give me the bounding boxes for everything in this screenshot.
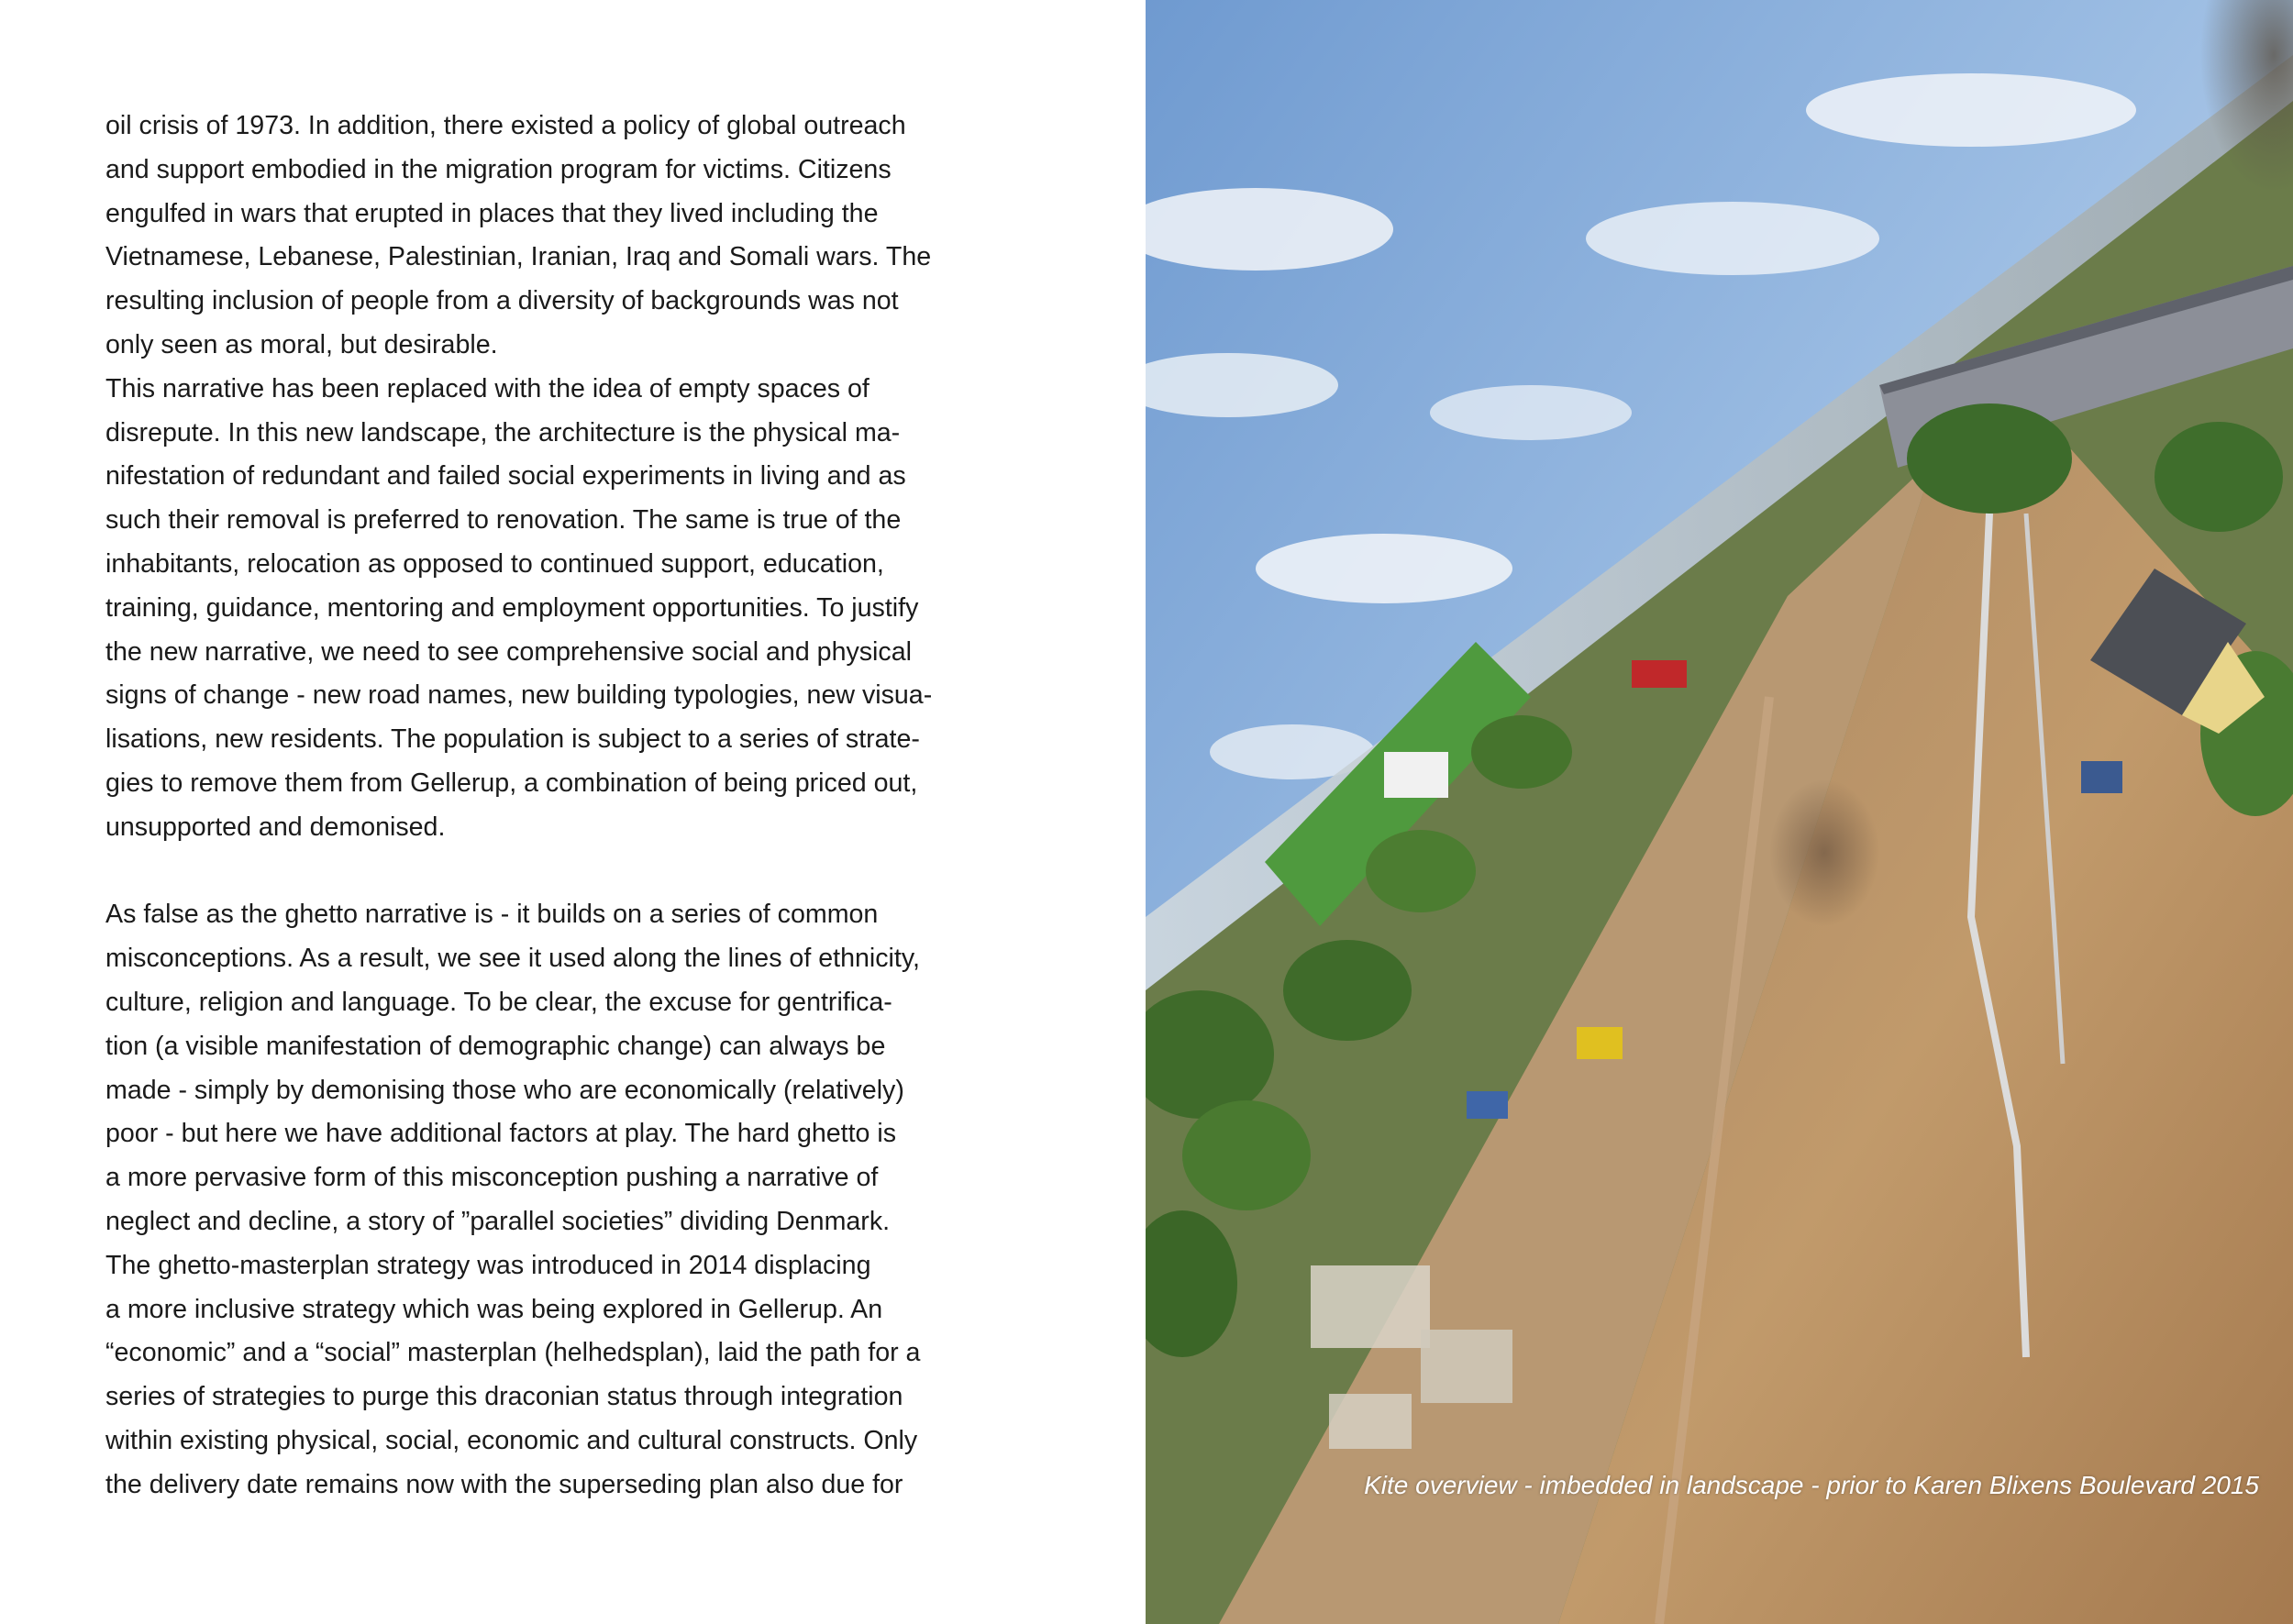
text-line: made - simply by demonising those who are economically (relatively) (105, 1075, 904, 1105)
text-line: misconceptions. As a result, we see it used along the lines of ethnicity, (105, 944, 920, 974)
text-line: neglect and decline, a story of ”parallel societies” dividing Denmark. (105, 1206, 891, 1236)
text-line: Vietnamese, Lebanese, Palestinian, Iranian, Iraq and Somali wars. The (105, 242, 932, 272)
text-line: only seen as moral, but desirable. (105, 329, 498, 359)
text-line: the delivery date remains now with the superseding plan also due for (105, 1469, 903, 1499)
text-line: oil crisis of 1973. In addition, there existed a policy of global outreach (105, 111, 906, 140)
body-text (105, 105, 986, 1508)
text-line: lisations, new residents. The population is subject to a series of strate- (105, 724, 920, 755)
text-line: This narrative has been replaced with the idea of empty spaces of (105, 373, 870, 403)
text-line: inhabitants, relocation as opposed to continued support, education, (105, 548, 884, 579)
text-line: such their removal is preferred to renovation. The same is true of the (105, 505, 902, 536)
text-line: and support embodied in the migration program for victims. Citizens (105, 154, 892, 184)
aerial-photo (1146, 0, 2293, 1624)
text-line: unsupported and demonised. (105, 812, 446, 842)
text-line: signs of change - new road names, new building typologies, new visua- (105, 680, 933, 711)
text-page (0, 0, 1146, 1624)
text-line: within existing physical, social, economic and cultural constructs. Only (105, 1425, 918, 1455)
text-line: culture, religion and language. To be clear, the excuse for gentrifica- (105, 987, 892, 1017)
text-line: As false as the ghetto narrative is - it builds on a series of common (105, 900, 879, 930)
text-line: gies to remove them from Gellerup, a combination of being priced out, (105, 768, 918, 798)
paragraph-gap (105, 850, 986, 894)
text-line: disrepute. In this new landscape, the architecture is the physical ma- (105, 417, 901, 447)
text-line: series of strategies to purge this draconian status through integration (105, 1382, 903, 1412)
text-line: resulting inclusion of people from a diversity of backgrounds was not (105, 286, 899, 316)
aerial-photo-illustration (1146, 0, 2293, 1624)
text-line: The ghetto-masterplan strategy was introduced in 2014 displacing (105, 1250, 871, 1280)
text-line: a more pervasive form of this misconception pushing a narrative of (105, 1163, 879, 1193)
photo-caption: Kite overview - imbedded in landscape - prior to Karen Blixens Boulevard 2015 (1364, 1471, 2259, 1499)
text-line: a more inclusive strategy which was being explored in Gellerup. An (105, 1294, 883, 1324)
text-line: engulfed in wars that erupted in places that they lived including the (105, 198, 879, 228)
text-line: training, guidance, mentoring and employment opportunities. To justify (105, 592, 919, 623)
text-line: poor - but here we have additional factors at play. The hard ghetto is (105, 1119, 897, 1149)
text-line: nifestation of redundant and failed social experiments in living and as (105, 461, 906, 492)
text-line: “economic” and a “social” masterplan (helhedsplan), laid the path for a (105, 1338, 921, 1368)
text-line: the new narrative, we need to see comprehensive social and physical (105, 636, 912, 667)
text-line: tion (a visible manifestation of demographic change) can always be (105, 1031, 886, 1061)
